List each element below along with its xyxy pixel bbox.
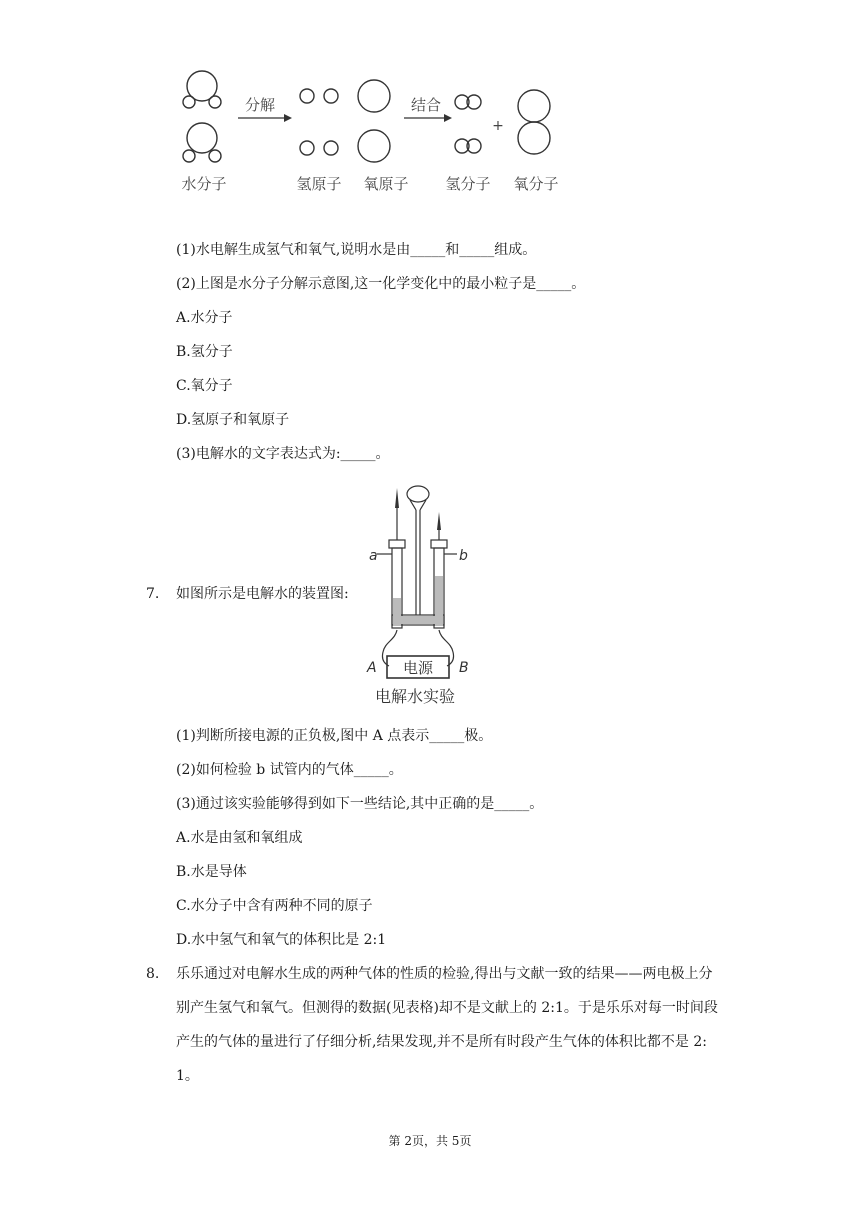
left-stopcock — [389, 540, 405, 548]
figure-caption: 电解水实验 — [374, 687, 456, 706]
q8-number: 8. — [146, 966, 160, 982]
right-stopcock — [431, 540, 447, 548]
q6-item-1: (1)水电解生成氢气和氧气,说明水是由_____和_____组成。 — [176, 242, 537, 258]
water-decomposition-diagram — [176, 66, 576, 200]
q7-item-3: (3)通过该实验能够得到如下一些结论,其中正确的是_____。 — [176, 796, 544, 812]
q7-option-d: D.水中氢气和氧气的体积比是 2:1 — [176, 932, 387, 948]
oxygen-molecule-atom — [518, 122, 550, 154]
hydrogen-atom — [300, 89, 314, 103]
q7-option-c: C.水分子中含有两种不同的原子 — [176, 898, 373, 914]
label-oxygen-atom: 氧原子 — [363, 175, 409, 193]
q6-item-2: (2)上图是水分子分解示意图,这一化学变化中的最小粒子是_____。 — [176, 276, 586, 292]
label-A: A — [367, 660, 377, 676]
label-B: B — [459, 660, 469, 676]
decompose-arrowhead — [284, 114, 292, 122]
combine-arrowhead — [444, 114, 452, 122]
q7-option-b: B.水是导体 — [176, 864, 247, 880]
oxygen-atom — [358, 80, 390, 112]
left-electrode-tip — [395, 488, 399, 508]
oxygen-molecule-atom — [518, 90, 550, 122]
label-a: a — [369, 548, 378, 564]
water-molecule-hydrogen-atom — [209, 150, 221, 162]
q6-option-a: A.水分子 — [176, 310, 233, 326]
q6-option-d: D.氢原子和氧原子 — [176, 412, 290, 428]
q7-item-1: (1)判断所接电源的正负极,图中 A 点表示_____极。 — [176, 728, 493, 744]
reservoir-bulb — [407, 486, 429, 502]
right-wire — [439, 630, 454, 666]
right-electrode-tip — [437, 512, 441, 530]
q7-intro: 如图所示是电解水的装置图: — [176, 586, 349, 602]
hydrogen-atom — [324, 89, 338, 103]
water-molecule-hydrogen-atom — [183, 150, 195, 162]
q7-number: 7. — [146, 586, 160, 602]
q7-option-a: A.水是由氢和氧组成 — [176, 830, 303, 846]
label-water-molecule: 水分子 — [181, 175, 227, 193]
water-molecule-hydrogen-atom — [183, 96, 195, 108]
water-molecule-hydrogen-atom — [209, 96, 221, 108]
q7-item-2: (2)如何检验 b 试管内的气体_____。 — [176, 762, 403, 778]
decompose-label: 分解 — [244, 96, 276, 114]
connecting-tube-water — [393, 616, 443, 624]
label-oxygen-molecule: 氧分子 — [513, 175, 559, 193]
hydrogen-atom — [300, 141, 314, 155]
q6-option-b: B.氢分子 — [176, 344, 233, 360]
hydrogen-atom — [324, 141, 338, 155]
plus-sign: + — [492, 118, 504, 134]
page-footer: 第 2页，共 5页 — [388, 1134, 472, 1148]
label-hydrogen-molecule: 氢分子 — [445, 175, 491, 193]
power-supply-label: 电源 — [402, 659, 434, 677]
oxygen-atom — [358, 130, 390, 162]
left-wire — [382, 630, 397, 666]
combine-label: 结合 — [410, 96, 442, 114]
label-hydrogen-atom: 氢原子 — [296, 175, 342, 193]
label-b: b — [459, 548, 468, 564]
q6-option-c: C.氧分子 — [176, 378, 233, 394]
q8-paragraph: 乐乐通过对电解水生成的两种气体的性质的检验,得出与文献一致的结果——两电极上分别产生氢气和氧气。但测得的数据(见表格)却不是文献上的 2:1。于是乐乐对每一时间段产生的气体的量进行了仔细分析,结果发现,并不是所有时段产生气体的体积比都不是 2: 1。 — [176, 966, 718, 1084]
water-molecule-oxygen-atom — [187, 123, 217, 153]
q6-item-3: (3)电解水的文字表达式为:_____。 — [176, 446, 390, 462]
electrolysis-apparatus-diagram — [355, 480, 475, 706]
